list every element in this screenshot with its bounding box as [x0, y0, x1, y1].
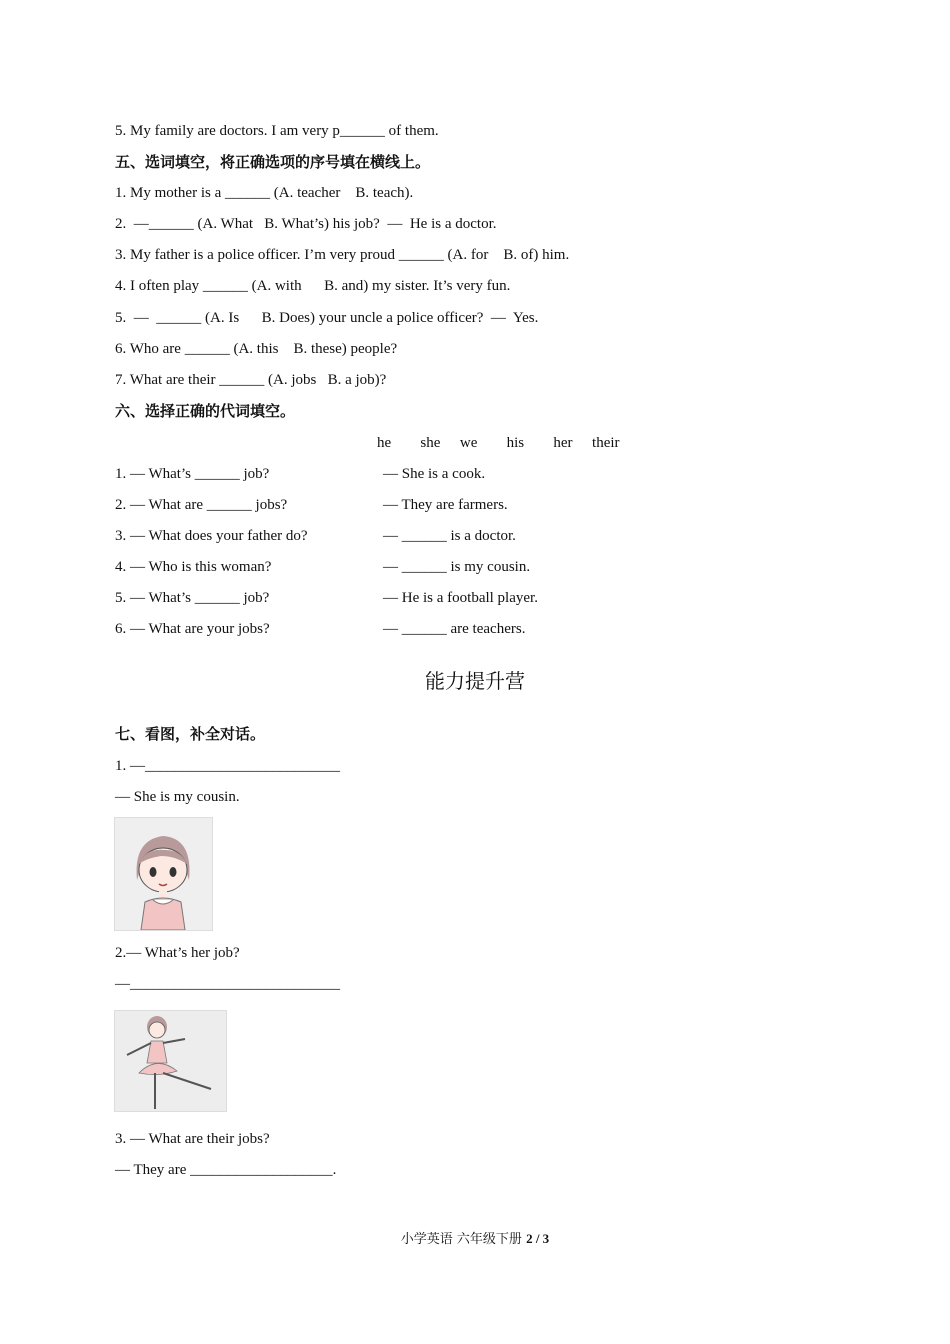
- s6-answer2: — They are farmers.: [383, 497, 508, 513]
- girl-portrait-icon: [115, 818, 212, 930]
- s5-item1: 1. My mother is a ______ (A. teacher B. teach).: [115, 185, 414, 201]
- page-number: 2 / 3: [526, 1231, 550, 1246]
- s7-q2-answer: —____________________________: [115, 976, 340, 992]
- s6-answer1: — She is a cook.: [383, 466, 486, 482]
- s6-answer3: — ______ is a doctor.: [383, 528, 516, 544]
- ability-section-title: 能力提升营: [425, 669, 525, 693]
- dancer-picture: [114, 1010, 227, 1112]
- s5-item5: 5. — ______ (A. Is B. Does) your uncle a police officer? — Yes.: [115, 310, 539, 326]
- s7-q3-answer: — They are ___________________.: [115, 1162, 337, 1178]
- footer-text: 小学英语 六年级下册: [400, 1232, 527, 1247]
- s7-q3-line: 3. — What are their jobs?: [115, 1131, 270, 1147]
- s6-question2: 2. — What are ______ jobs?: [115, 497, 288, 513]
- s6-question4: 4. — Who is this woman?: [115, 559, 272, 575]
- s6-question6: 6. — What are your jobs?: [115, 621, 270, 637]
- s6-answer6: — ______ are teachers.: [383, 621, 526, 637]
- s6-answer4: — ______ is my cousin.: [383, 559, 531, 575]
- cousin-girl-picture: [114, 817, 213, 931]
- s6-question5: 5. — What’s ______ job?: [115, 590, 270, 606]
- section7-heading: 七、看图，补全对话。: [115, 725, 266, 743]
- s5-item6: 6. Who are ______ (A. this B. these) people?: [115, 341, 398, 357]
- s7-q1-answer: — She is my cousin.: [115, 789, 240, 805]
- s5-item4: 4. I often play ______ (A. with B. and) my sister. It’s very fun.: [115, 278, 511, 294]
- s5-item3: 3. My father is a police officer. I’m very proud ______ (A. for B. of) him.: [115, 247, 570, 263]
- s4-item5: 5. My family are doctors. I am very p______ of them.: [115, 123, 439, 139]
- page-footer: [0, 1228, 950, 1247]
- s6-question1: 1. — What’s ______ job?: [115, 466, 270, 482]
- section5-heading: 五、选词填空，将正确选项的序号填在横线上。: [115, 153, 431, 171]
- s7-q2-line: 2.— What’s her job?: [115, 945, 240, 961]
- section6-heading: 六、选择正确的代词填空。: [115, 402, 296, 420]
- s5-item7: 7. What are their ______ (A. jobs B. a job)?: [115, 372, 387, 388]
- s5-item2: 2. —______ (A. What B. What’s) his job? — He is a doctor.: [115, 216, 497, 232]
- dancer-girl-icon: [115, 1011, 226, 1111]
- s6-question3: 3. — What does your father do?: [115, 528, 308, 544]
- word-bank: he she we his her their: [377, 435, 620, 451]
- s7-q1-line: 1. —__________________________: [115, 758, 340, 774]
- s6-answer5: — He is a football player.: [383, 590, 538, 606]
